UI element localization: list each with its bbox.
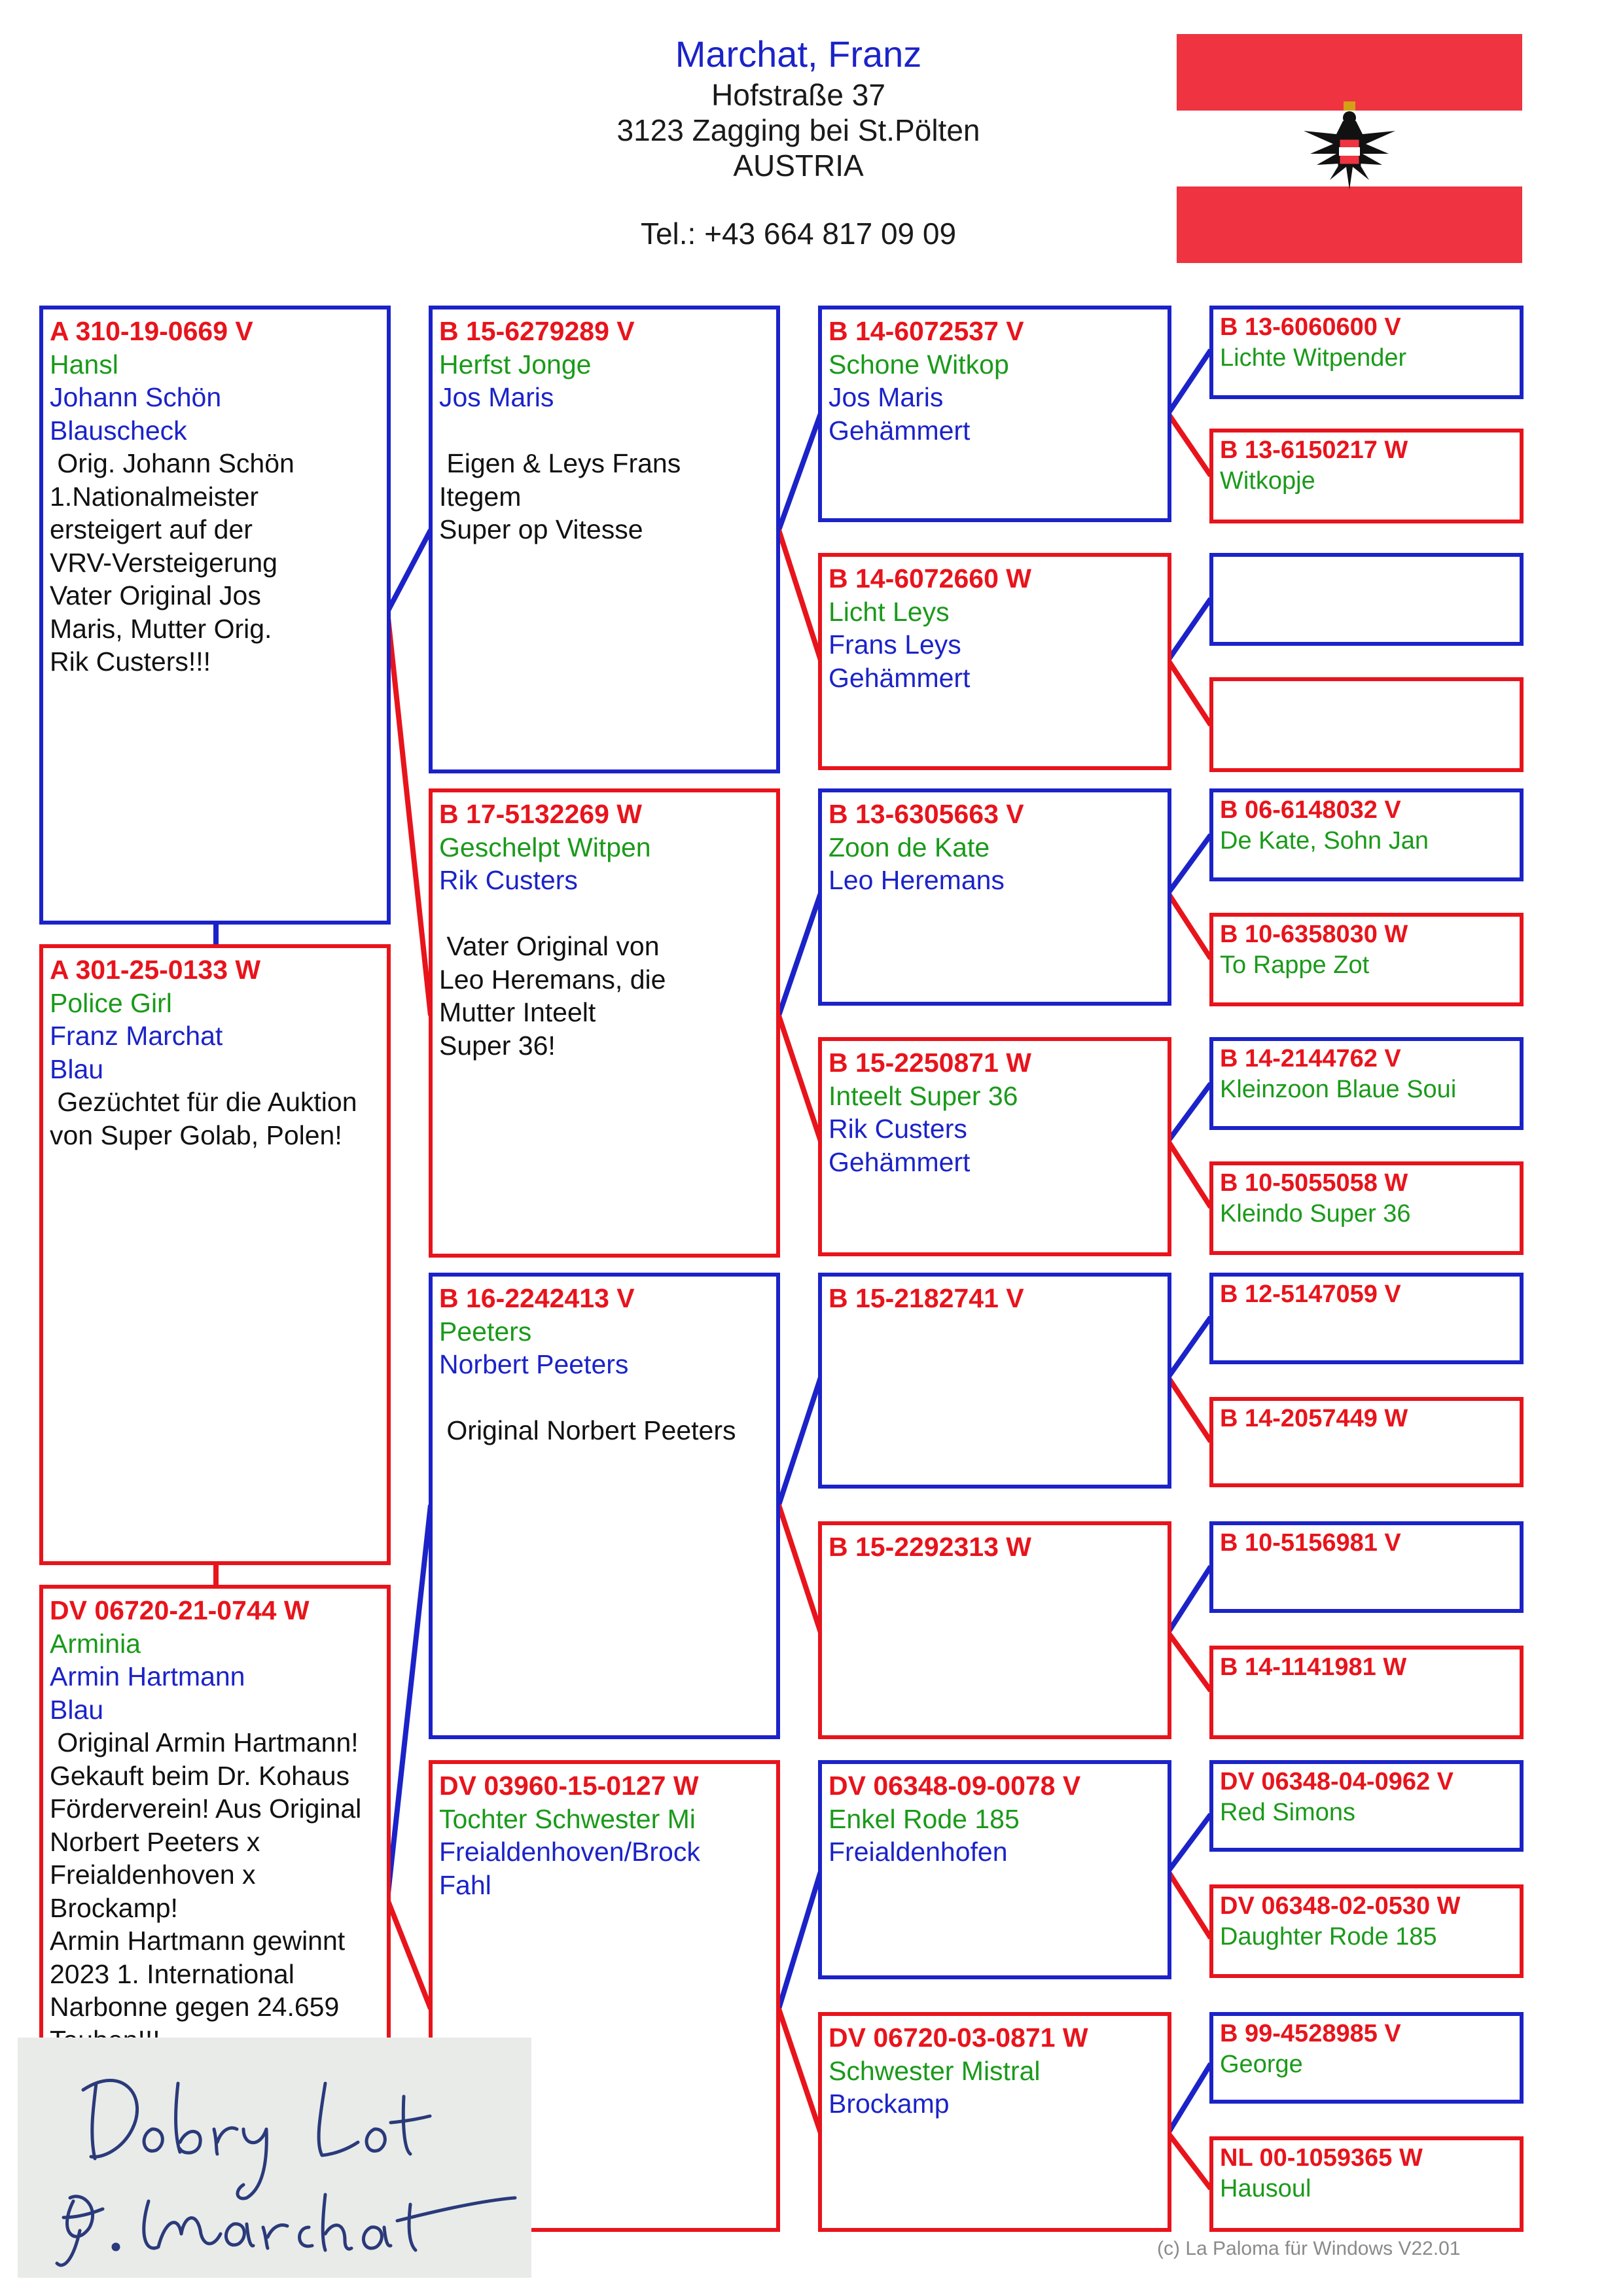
g4-pigeon-box[interactable] — [1209, 1037, 1524, 1130]
breeder-name: Rik Custers — [439, 865, 578, 895]
pigeon-note: Original Armin Hartmann! Gekauft beim Dr. Kohaus Förderverein! Aus Original Norbert Peeters x Freialdenhoven x Brockamp! Armin Hartmann gewinnt 2023 1. International Narbonne gegen 24.659 — [50, 1727, 362, 2022]
breeder-name: Armin Hartmann — [50, 1661, 245, 1691]
g4-pigeon-box[interactable] — [1209, 1646, 1524, 1739]
owner-street: Hofstraße 37 — [711, 78, 885, 112]
ring-number: B 99-4528985 V — [1220, 2020, 1401, 2047]
g4-pigeon-box[interactable] — [1209, 2136, 1524, 2232]
pigeon-name: Kleindo Super 36 — [1220, 1200, 1411, 1227]
g3-pigeon-box[interactable] — [818, 1037, 1171, 1256]
pigeon-name: Red Simons — [1220, 1799, 1355, 1826]
ring-number: B 14-2057449 W — [1220, 1405, 1408, 1432]
ring-number: B 14-2144762 V — [1220, 1045, 1401, 1072]
pigeon-color: Gehämmert — [829, 1146, 971, 1177]
ring-number: B 14-6072660 W — [829, 563, 1031, 593]
ring-number: B 12-5147059 V — [1220, 1280, 1401, 1308]
pigeon-color: Gehämmert — [829, 662, 971, 693]
pigeon-note: Orig. Johann Schön 1.Nationalmeister ersteigert auf der VRV-Versteigerung Vater Original Jos Maris, Mutter Orig. Rik Custers!!! — [50, 448, 294, 677]
ring-number: DV 06348-04-0962 V — [1220, 1768, 1454, 1795]
g4-pigeon-box[interactable] — [1209, 306, 1524, 399]
g4-pigeon-box[interactable] — [1209, 429, 1524, 523]
ring-number: B 14-6072537 V — [829, 316, 1024, 346]
pigeon-name: Witkopje — [1220, 467, 1315, 495]
pigeon-color: Blau — [50, 1053, 104, 1084]
ring-number: DV 06720-21-0744 W — [50, 1595, 310, 1625]
ring-number: B 16-2242413 V — [439, 1283, 635, 1313]
ring-number: B 15-6279289 V — [439, 316, 635, 346]
ring-number: DV 06348-02-0530 W — [1220, 1892, 1461, 1920]
g4-pigeon-box[interactable] — [1209, 1760, 1524, 1852]
pigeon-name: Hausoul — [1220, 2175, 1311, 2202]
ring-number: B 10-5055058 W — [1220, 1169, 1408, 1197]
pigeon-name: Schwester Mistral — [829, 2055, 1041, 2086]
austria-flag-eagle-icon — [1177, 34, 1522, 263]
g4-pigeon-box[interactable] — [1209, 1884, 1524, 1978]
pigeon-note: Original Norbert Peeters — [446, 1415, 736, 1445]
pigeon-color: Blauscheck — [50, 415, 187, 446]
pigeon-name: Lichte Witpender — [1220, 344, 1407, 372]
ring-number: DV 06720-03-0871 W — [829, 2022, 1088, 2053]
owner-phone: Tel.: +43 664 817 09 09 — [640, 217, 957, 251]
ring-number: B 15-2250871 W — [829, 1048, 1031, 1078]
g3-pigeon-box[interactable] — [818, 788, 1171, 1006]
pigeon-note: Gezüchtet für die Auktion von Super Golab, Polen! — [50, 1087, 357, 1150]
pigeon-name: Licht Leys — [829, 596, 950, 627]
g4-pigeon-box[interactable] — [1209, 788, 1524, 881]
pigeon-name: Geschelpt Witpen — [439, 832, 651, 862]
pigeon-name: Peeters — [439, 1316, 532, 1347]
breeder-name: Freialdenhofen — [829, 1837, 1008, 1867]
breeder-name: Leo Heremans — [829, 865, 1005, 895]
pigeon-color: Gehämmert — [829, 415, 971, 446]
breeder-name: Frans Leys — [829, 629, 961, 660]
ring-number: B 13-6060600 V — [1220, 313, 1401, 341]
pigeon-name: Zoon de Kate — [829, 832, 990, 862]
g4-pigeon-box[interactable] — [1209, 2012, 1524, 2104]
g3-pigeon-box[interactable] — [818, 553, 1171, 770]
pigeon-name: Tochter Schwester Mi — [439, 1803, 696, 1834]
pigeon-name: To Rappe Zot — [1220, 951, 1370, 979]
breeder-name: Rik Custers — [829, 1114, 967, 1144]
breeder-name: Franz Marchat — [50, 1021, 223, 1051]
ring-number: B 13-6150217 W — [1220, 436, 1408, 464]
subject-pigeon-box[interactable] — [39, 306, 391, 925]
breeder-name: Johann Schön — [50, 382, 222, 412]
g4-pigeon-box[interactable] — [1209, 1397, 1524, 1487]
g3-pigeon-box[interactable] — [818, 2012, 1171, 2232]
ring-number: A 301-25-0133 W — [50, 955, 261, 985]
breeder-name: Jos Maris — [439, 382, 554, 412]
ring-number: B 15-2292313 W — [829, 1532, 1031, 1562]
ring-number: B 17-5132269 W — [439, 799, 642, 829]
g3-pigeon-box[interactable] — [818, 306, 1171, 522]
ring-number: B 14-1141981 W — [1220, 1653, 1407, 1681]
ring-number: B 10-6358030 W — [1220, 921, 1408, 948]
handwritten-signature — [18, 2038, 531, 2278]
pigeon-name: Kleinzoon Blaue Soui — [1220, 1076, 1457, 1103]
g4-pigeon-box[interactable] — [1209, 1161, 1524, 1255]
ring-number: A 310-19-0669 V — [50, 316, 253, 346]
maternal-sire-box[interactable] — [429, 1273, 780, 1739]
owner-country: AUSTRIA — [733, 149, 864, 183]
g4-pigeon-box[interactable] — [1209, 1273, 1524, 1364]
ring-number: DV 03960-15-0127 W — [439, 1771, 699, 1801]
ring-number: B 10-5156981 V — [1220, 1529, 1401, 1557]
ring-number: DV 06348-09-0078 V — [829, 1771, 1081, 1801]
pigeon-name: Enkel Rode 185 — [829, 1803, 1020, 1834]
pigeon-name: George — [1220, 2051, 1303, 2078]
g4-pigeon-box[interactable] — [1209, 677, 1524, 772]
pigeon-name: Schone Witkop — [829, 349, 1009, 380]
pigeon-name: Police Girl — [50, 987, 172, 1018]
software-footer: (c) La Paloma für Windows V22.01 — [1157, 2238, 1461, 2259]
pigeon-name: Hansl — [50, 349, 118, 380]
ring-number: NL 00-1059365 W — [1220, 2144, 1423, 2172]
ring-number: B 06-6148032 V — [1220, 796, 1401, 824]
breeder-name: Freialdenhoven/Brock — [439, 1837, 700, 1867]
breeder-name: Jos Maris — [829, 382, 944, 412]
paternal-dam-box[interactable] — [429, 788, 780, 1258]
g4-pigeon-box[interactable] — [1209, 913, 1524, 1006]
g4-pigeon-box[interactable] — [1209, 1521, 1524, 1613]
pigeon-color: Fahl — [439, 1869, 491, 1900]
g3-pigeon-box[interactable] — [818, 1760, 1171, 1979]
ring-number: B 13-6305663 V — [829, 799, 1024, 829]
pigeon-color: Blau — [50, 1694, 104, 1725]
breeder-name: Norbert Peeters — [439, 1349, 629, 1379]
pigeon-name: Daughter Rode 185 — [1220, 1923, 1437, 1951]
g4-pigeon-box[interactable] — [1209, 553, 1524, 646]
pigeon-note: Vater Original von Leo Heremans, die Mutter Inteelt Super 36! — [439, 931, 666, 1061]
owner-city: 3123 Zagging bei St.Pölten — [616, 113, 980, 147]
paternal-sire-box[interactable] — [429, 306, 780, 773]
g3-pigeon-box[interactable] — [818, 1521, 1171, 1739]
pigeon-name: Inteelt Super 36 — [829, 1080, 1018, 1111]
pigeon-name: De Kate, Sohn Jan — [1220, 827, 1429, 855]
g3-pigeon-box[interactable] — [818, 1273, 1171, 1489]
owner-name: Marchat, Franz — [675, 33, 922, 75]
mate-pigeon-box[interactable] — [39, 944, 391, 1565]
pigeon-name: Herfst Jonge — [439, 349, 592, 380]
pigeon-name: Arminia — [50, 1628, 141, 1659]
breeder-name: Brockamp — [829, 2089, 950, 2119]
pigeon-note: Eigen & Leys Frans Itegem Super op Vitesse — [439, 448, 681, 544]
ring-number: B 15-2182741 V — [829, 1283, 1024, 1313]
